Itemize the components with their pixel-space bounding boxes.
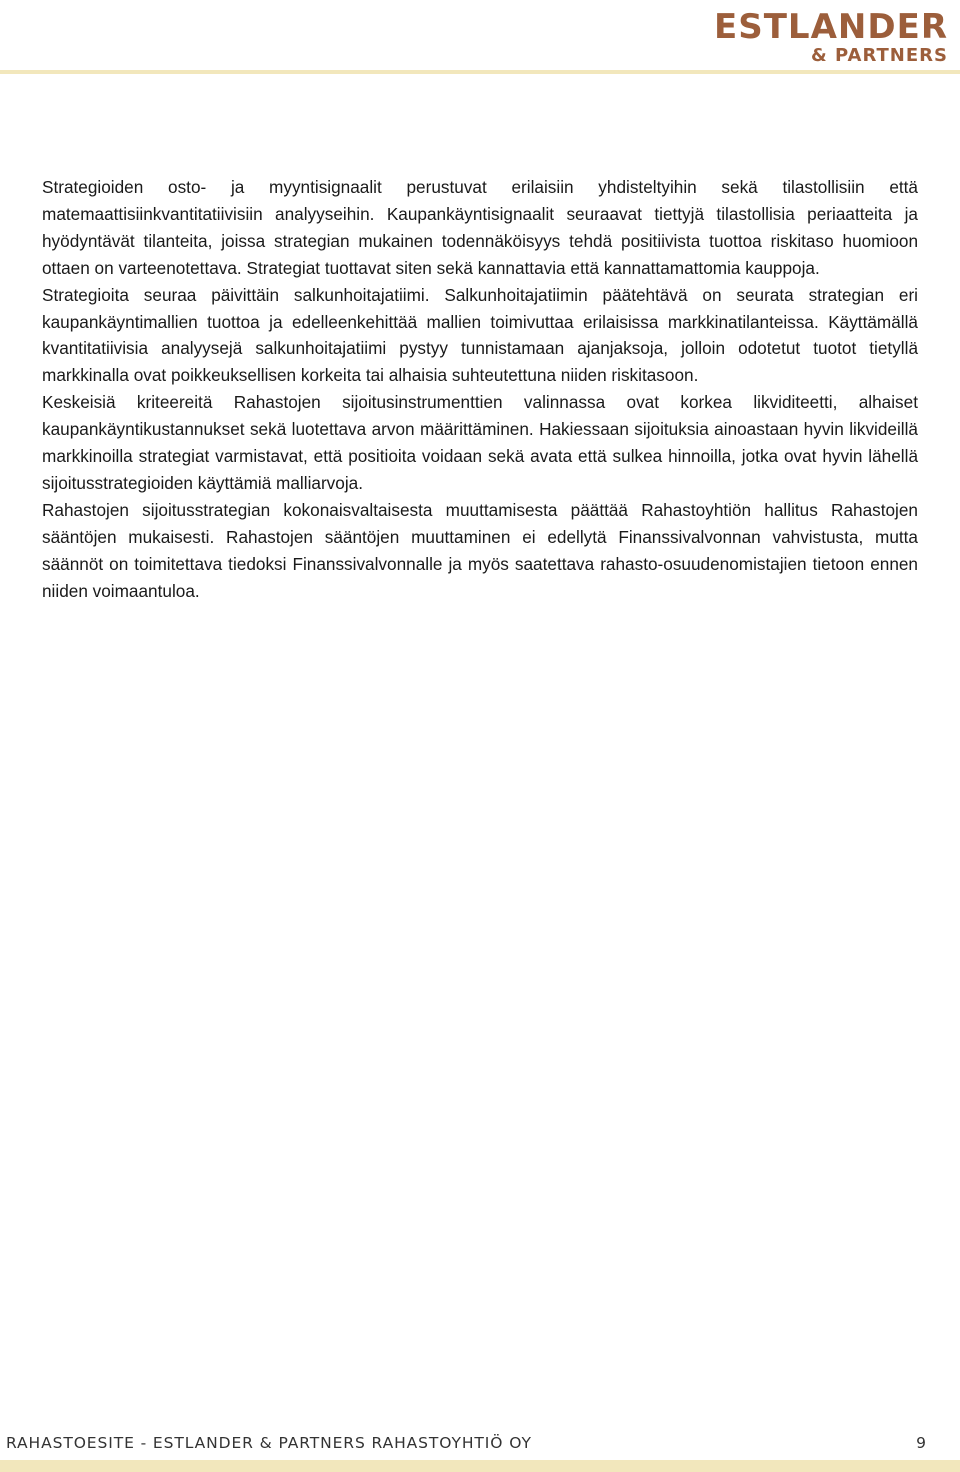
header-divider	[0, 70, 960, 74]
paragraph-criteria: Keskeisiä kriteereitä Rahastojen sijoitusinstrumenttien valinnassa ovat korkea likviditeetti, alhaiset kaupankäyntikustannukset sekä luotettava arvon määrittäminen. Hakiessaan sijoituksia ainoastaan hyvin likvideillä markkinoilla strategiat varmistavat, että positioita voidaan sekä avata että sulkea hinnoilla, jotka ovat hyvin lähellä sijoitusstrategioiden käyttämiä malliarvoja.	[42, 392, 918, 493]
company-logo	[692, 7, 948, 66]
logo-main-text: ESTLANDER	[714, 7, 948, 47]
paragraph-signals: Strategioiden osto- ja myyntisignaalit perustuvat erilaisiin yhdisteltyihin sekä tilastollisiin että matemaattisiinkvantitatiivisiin analyyseihin. Kaupankäyntisignaalit seuraavat tiettyjä tilastollisia periaatteita ja hyödyntävät tilanteita, joissa strategian mukainen todennäköisyys tehdä positiivista tuottoa riskitaso huomioon ottaen on varteenotettava. Strategiat tuottavat siten sekä kannattavia että kannattamattomia kauppoja.	[42, 177, 918, 278]
document-body	[42, 174, 918, 605]
paragraph-strategy-changes: Rahastojen sijoitusstrategian kokonaisvaltaisesta muuttamisesta päättää Rahastoyhtiön hallitus Rahastojen sääntöjen mukaisesti. Rahastojen sääntöjen muuttaminen ei edellytä Finanssivalvonnan vahvistusta, mutta säännöt on toimitettava tiedoksi Finanssivalvonnalle ja myös saatettava rahasto-osuudenomistajien tietoon ennen niiden voimaantuloa.	[42, 499, 918, 601]
page-footer	[0, 1430, 960, 1460]
page-number: 9	[916, 1434, 926, 1452]
footer-title: RAHASTOESITE - ESTLANDER & PARTNERS RAHASTOYHTIÖ OY	[6, 1434, 532, 1452]
footer-divider	[0, 1460, 960, 1472]
paragraph-portfolio-team: Strategioita seuraa päivittäin salkunhoitajatiimi. Salkunhoitajatiimin päätehtävä on seurata strategian eri kaupankäyntimallien tuottoa ja edelleenkehittää mallien toimivuttaa erilaisissa markkinatilanteissa. Käyttämällä kvantitatiivisia analyysejä salkunhoitajatiimi pystyy tunnistamaan ajanjaksoja, jolloin odotetut tuotot tietyllä markkinalla ovat poikkeuksellisen korkeita tai alhaisia suhteutettuna niiden riskitasoon.	[42, 284, 918, 386]
logo-sub-text: & PARTNERS	[811, 45, 948, 66]
